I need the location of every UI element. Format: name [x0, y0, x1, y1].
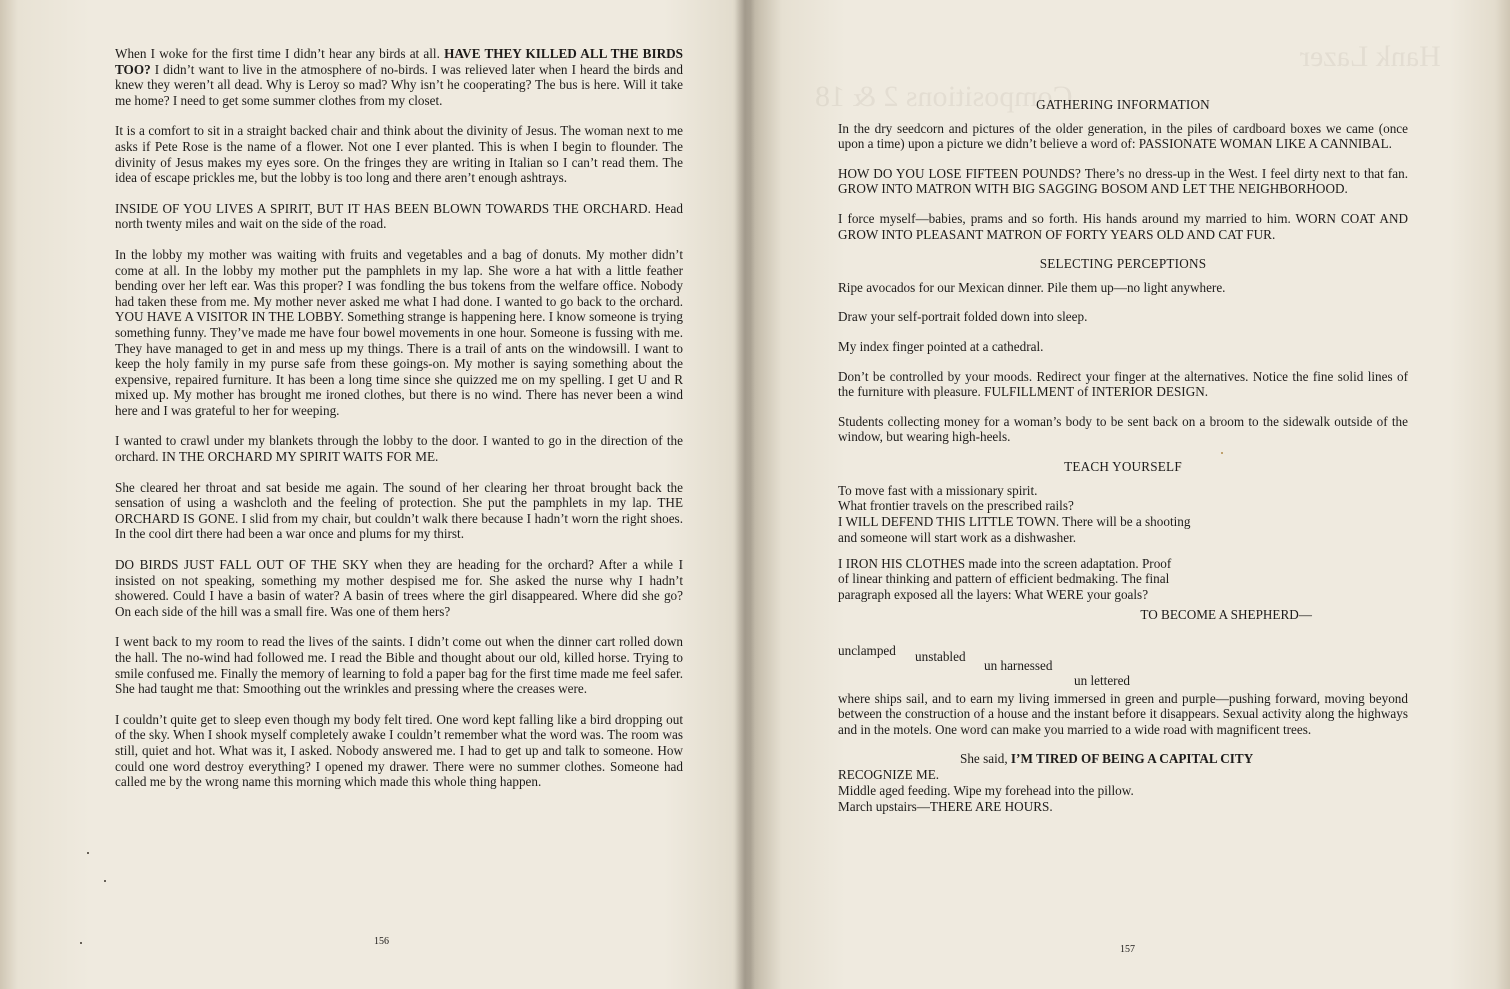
closing-block	[838, 767, 1408, 814]
paper-speck	[87, 852, 89, 854]
section-heading-gathering: GATHERING INFORMATION	[1036, 97, 1210, 112]
page-number-left: 156	[374, 936, 389, 947]
text-segment: I didn’t want to live in the atmosphere of no-birds. I was relieved later when I heard the birds and knew they weren’t all dead. Why is Leroy so mad? Why isn’t he cooperating? The bus is here. Will it take me home? I need to get some summer clothes from my closet.	[115, 61, 683, 108]
paragraph	[115, 480, 683, 542]
left-page-body	[115, 46, 683, 790]
section-heading-teach: TEACH YOURSELF	[1064, 458, 1182, 474]
paragraph: My index finger pointed at a cathedral.	[838, 338, 1044, 354]
capital-city-bold: I’M TIRED OF BEING A CAPITAL CITY	[1010, 751, 1254, 767]
right-page	[838, 97, 1408, 814]
text-line: Middle aged feeding. Wipe my forehead into the pillow.	[838, 782, 1134, 798]
paper-speck	[1221, 452, 1223, 454]
section-heading-selecting: SELECTING PERCEPTIONS	[1039, 256, 1207, 272]
paragraph	[115, 557, 683, 619]
paragraph	[115, 46, 683, 108]
stagger-word: un harnessed	[984, 657, 1053, 673]
text-line: I WILL DEFEND THIS LITTLE TOWN. There will be a shooting	[838, 514, 1191, 530]
iron-clothes-block	[838, 556, 1408, 603]
show-through-text: Compositions 2 & 18	[815, 80, 1073, 113]
paper-speck	[104, 880, 106, 882]
text-line: I IRON HIS CLOTHES made into the screen adaptation. Proof	[838, 555, 1172, 571]
teach-yourself-block	[838, 483, 1408, 546]
stagger-word: unclamped	[838, 642, 896, 658]
text-segment: She cleared her throat and sat beside me again. The sound of her clearing her throat brought back the sensation of using a washcloth and the feeling of protection. She put the pamphlets in my lap. THE ORCHARD IS GONE. I slid from my chair, but couldn’t walk there because I hadn’t worn the right shoes. In the cool dirt there had been a war once and plums for my thirst.	[115, 479, 683, 542]
page-number-right: 157	[1120, 944, 1135, 955]
paragraph	[115, 712, 683, 790]
text-segment: It is a comfort to sit in a straight backed chair and think about the divinity of Jesus. The woman next to me asks if Pete Rose is the name of a flower. Not one I ever planted. This is when I begin to flounder. The divinity of Jesus makes my eyes sore. On the fringes they are writing in Italian so I can’t read them. The idea of escape prickles me, but the lobby is too long and there aren’t enough ashtrays.	[115, 123, 683, 186]
text-segment: I went back to my room to read the lives of the saints. I didn’t come out when the dinner cart rolled down the hall. The no-wind had followed me. I read the Bible and thought about our old, killed horse. Trying to smile confused me. Finally the memory of learning to fold a paper bag for the first time made me feel safer. She had taught me that: Smoothing out the wrinkles and pressing where the creases were.	[115, 634, 683, 697]
text-line: March upstairs—THERE ARE HOURS.	[838, 798, 1053, 814]
text-line: To move fast with a missionary spirit.	[838, 482, 1038, 498]
text-segment: I couldn’t quite get to sleep even though my body felt tired. One word kept falling like a bird dropping out of the sky. When I shook myself completely awake I couldn’t remember what the word was. The room was still, quiet and hot. What was it, I asked. Nobody answered me. I had to get up and talk to someone. How could one word destroy everything? I opened my drawer. There were no summer clothes. Someone had called me by the wrong name this morning which made this whole thing happen.	[115, 711, 683, 790]
paragraph: Students collecting money for a woman’s body to be sent back on a broom to the sidewalk outside of the window, but wearing high-heels.	[838, 413, 1408, 445]
text-segment: INSIDE OF YOU LIVES A SPIRIT, BUT IT HAS BEEN BLOWN TOWARDS THE ORCHARD. Head north twenty miles and wait on the side of the road.	[115, 200, 683, 232]
paper-speck	[80, 942, 82, 944]
text-line: What frontier travels on the prescribed rails?	[838, 498, 1074, 514]
paragraph	[115, 247, 683, 419]
paragraph: In the dry seedcorn and pictures of the older generation, in the piles of cardboard boxes we came (once upon a time) upon a picture we didn’t believe a word of: PASSIONATE WOMAN LIKE A CANNIBAL.	[838, 120, 1408, 152]
text-line: of linear thinking and pattern of efficient bedmaking. The final	[838, 571, 1170, 587]
paragraph: Ripe avocados for our Mexican dinner. Pile them up—no light anywhere.	[838, 279, 1226, 295]
left-page	[115, 46, 683, 805]
paragraph: where ships sail, and to earn my living immersed in green and purple—pushing forward, moving beyond between the construction of a house and the instant before it disappears. Sexual activity along the highways and in the motels. One word can make you married to a wide road with magnificent trees.	[838, 690, 1408, 737]
text-segment: I wanted to crawl under my blankets through the lobby to the door. I wanted to go in the direction of the orchard. IN THE ORCHARD MY SPIRIT WAITS FOR ME.	[115, 433, 683, 465]
staggered-words	[838, 631, 1408, 688]
bold-text: HAVE THEY KILLED ALL THE BIRDS TOO?	[115, 46, 683, 77]
stagger-word: un lettered	[1074, 672, 1131, 688]
paragraph: Don’t be controlled by your moods. Redirect your finger at the alternatives. Notice the fine solid lines of the furniture with pleasure. FULFILLMENT of INTERIOR DESIGN.	[838, 368, 1408, 400]
capital-city-line	[838, 751, 1408, 767]
book-gutter	[735, 0, 755, 989]
text-line: RECOGNIZE ME.	[838, 767, 940, 783]
shepherd-line: TO BECOME A SHEPHERD—	[1140, 607, 1312, 623]
show-through-text: Hank Lazer	[1300, 40, 1441, 73]
stagger-word: unstabled	[915, 648, 966, 664]
paragraph	[115, 433, 683, 464]
she-said-text: She said,	[960, 751, 1011, 767]
text-segment: DO BIRDS JUST FALL OUT OF THE SKY when they are heading for the orchard? After a while I insisted on not speaking, something my mother despised me for. She asked the nurse why I hadn’t showered. Could I have a basin of water? A basin of trees where the girl disappeared. Where did she go? On each side of the hill was a small fire. Was one of them hers?	[115, 557, 683, 619]
paragraph: HOW DO YOU LOSE FIFTEEN POUNDS? There’s no dress-up in the West. I feel dirty next to that fan. GROW INTO MATRON WITH BIG SAGGING BOSOM AND LET THE NEIGHBORHOOD.	[838, 165, 1408, 197]
paragraph	[115, 634, 683, 696]
paragraph	[115, 201, 683, 232]
text-line: paragraph exposed all the layers: What WERE your goals?	[838, 587, 1149, 603]
text-segment: When I woke for the first time I didn’t hear any birds at all.	[115, 46, 445, 61]
paragraph: I force myself—babies, prams and so forth. His hands around my married to him. WORN COAT AND GROW INTO PLEASANT MATRON OF FORTY YEARS OLD AND CAT FUR.	[838, 210, 1408, 242]
paragraph: Draw your self-portrait folded down into sleep.	[838, 309, 1088, 325]
text-segment: In the lobby my mother was waiting with fruits and vegetables and a bag of donuts. My mother didn’t come at all. In the lobby my mother put the pamphlets in my lap. She wore a hat with a little feather bending over her left ear. Was this proper? I was fondling the bus tokens from the welfare office. Nobody had taken these from me. My mother never asked me what I had done. I wanted to go back to the orchard. YOU HAVE A VISITOR IN THE LOBBY. Something strange is happening here. I know someone is trying something funny. They’ve made me have four bowel movements in one hour. Someone is fussing with me. They have managed to get in and mess up my things. There is a trail of ants on the windowsill. I want to keep the holy family in my purse safe from these goings-on. My mother is saying something about the expensive, repaired furniture. It has been a long time since she quizzed me on my spelling. I get U and R mixed up. My mother has brought me ironed clothes, but there is no wind. There has never been a wind here and I was grateful to her for weeping.	[115, 246, 683, 418]
text-line: and someone will start work as a dishwasher.	[838, 529, 1077, 545]
paragraph	[115, 123, 683, 185]
